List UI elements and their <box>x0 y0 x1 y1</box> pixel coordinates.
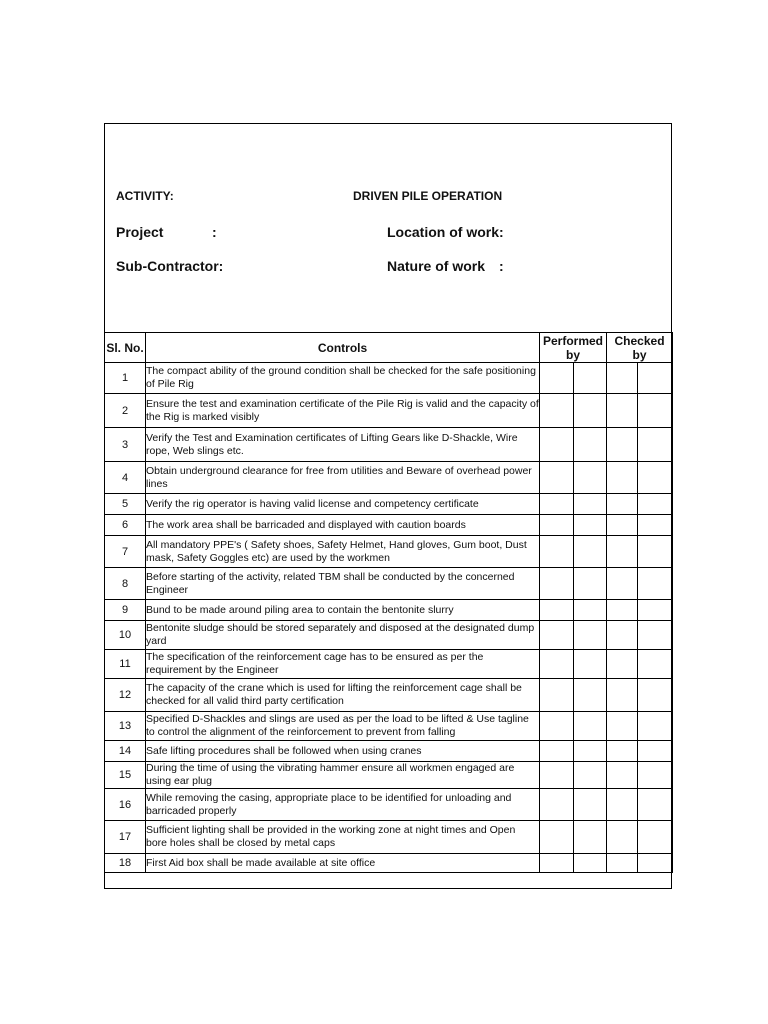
table-row <box>105 621 673 650</box>
table-row <box>105 712 673 741</box>
checked-by-cell-2[interactable] <box>638 679 673 712</box>
checked-by-cell-1[interactable] <box>607 600 638 621</box>
checked-by-cell-2[interactable] <box>638 536 673 568</box>
checked-by-cell-1[interactable] <box>607 363 638 394</box>
checked-by-cell-1[interactable] <box>607 741 638 762</box>
performed-by-cell-2[interactable] <box>574 679 607 712</box>
control-text: The specification of the reinforcement cage has to be ensured as per the requirement by the Engineer <box>146 650 540 679</box>
project-label: Project <box>116 224 164 240</box>
checked-by-cell-1[interactable] <box>607 712 638 741</box>
controls-table-body <box>105 363 673 873</box>
performed-by-cell-1[interactable] <box>540 650 574 679</box>
control-text: Verify the rig operator is having valid license and competency certificate <box>146 494 540 515</box>
row-number: 11 <box>105 650 146 679</box>
row-number: 6 <box>105 515 146 536</box>
performed-by-cell-2[interactable] <box>574 621 607 650</box>
checked-by-cell-1[interactable] <box>607 428 638 462</box>
performed-by-cell-1[interactable] <box>540 821 574 854</box>
performed-by-cell-2[interactable] <box>574 854 607 873</box>
checked-by-cell-2[interactable] <box>638 494 673 515</box>
performed-by-cell-1[interactable] <box>540 741 574 762</box>
table-row <box>105 462 673 494</box>
control-text: Verify the Test and Examination certificates of Lifting Gears like D-Shackle, Wire rope, Web slings etc. <box>146 428 540 462</box>
table-row <box>105 650 673 679</box>
performed-by-cell-2[interactable] <box>574 394 607 428</box>
checked-by-cell-1[interactable] <box>607 789 638 821</box>
table-row <box>105 428 673 462</box>
performed-by-cell-1[interactable] <box>540 789 574 821</box>
control-text: Ensure the test and examination certificate of the Pile Rig is valid and the capacity of the Rig is marked visibly <box>146 394 540 428</box>
checked-by-cell-1[interactable] <box>607 821 638 854</box>
performed-by-cell-2[interactable] <box>574 600 607 621</box>
activity-label: ACTIVITY: <box>116 189 174 203</box>
nature-of-work-label: Nature of work <box>387 258 486 274</box>
checked-by-cell-1[interactable] <box>607 650 638 679</box>
table-row <box>105 679 673 712</box>
checked-by-cell-1[interactable] <box>607 394 638 428</box>
checked-by-cell-2[interactable] <box>638 600 673 621</box>
table-row <box>105 515 673 536</box>
performed-by-cell-1[interactable] <box>540 428 574 462</box>
checked-by-cell-2[interactable] <box>638 394 673 428</box>
row-number: 14 <box>105 741 146 762</box>
control-text: The capacity of the crane which is used for lifting the reinforcement cage shall be checked for all valid third party certification <box>146 679 540 712</box>
control-text: While removing the casing, appropriate place to be identified for unloading and barricaded properly <box>146 789 540 821</box>
project-colon: : <box>212 224 217 240</box>
control-text: During the time of using the vibrating hammer ensure all workmen engaged are using ear plug <box>146 762 540 789</box>
performed-by-cell-2[interactable] <box>574 363 607 394</box>
checked-by-header: Checked by <box>607 333 673 363</box>
checked-by-cell-2[interactable] <box>638 712 673 741</box>
performed-by-cell-2[interactable] <box>574 650 607 679</box>
control-text: First Aid box shall be made available at site office <box>146 854 540 873</box>
checked-by-cell-1[interactable] <box>607 621 638 650</box>
control-text: Obtain underground clearance for free from utilities and Beware of overhead power lines <box>146 462 540 494</box>
row-number: 5 <box>105 494 146 515</box>
control-text: Specified D-Shackles and slings are used as per the load to be lifted & Use tagline to control the alignment of the reinforcement to prevent from falling <box>146 712 540 741</box>
table-row <box>105 854 673 873</box>
nature-of-work-colon: : <box>499 258 504 274</box>
checked-by-cell-2[interactable] <box>638 650 673 679</box>
performed-by-cell-1[interactable] <box>540 568 574 600</box>
performed-by-cell-1[interactable] <box>540 679 574 712</box>
table-row <box>105 568 673 600</box>
row-number: 8 <box>105 568 146 600</box>
checked-by-cell-1[interactable] <box>607 536 638 568</box>
row-number: 2 <box>105 394 146 428</box>
control-text: Bund to be made around piling area to contain the bentonite slurry <box>146 600 540 621</box>
performed-by-cell-2[interactable] <box>574 462 607 494</box>
performed-by-cell-1[interactable] <box>540 363 574 394</box>
performed-by-cell-2[interactable] <box>574 515 607 536</box>
performed-by-cell-2[interactable] <box>574 789 607 821</box>
performed-by-cell-2[interactable] <box>574 568 607 600</box>
control-text: Bentonite sludge should be stored separately and disposed at the designated dump yard <box>146 621 540 650</box>
control-text: All mandatory PPE's ( Safety shoes, Safety Helmet, Hand gloves, Gum boot, Dust mask, Safety Goggles etc) are used by the workmen <box>146 536 540 568</box>
row-number: 10 <box>105 621 146 650</box>
row-number: 1 <box>105 363 146 394</box>
performed-by-cell-2[interactable] <box>574 712 607 741</box>
performed-by-cell-1[interactable] <box>540 494 574 515</box>
checked-by-cell-1[interactable] <box>607 679 638 712</box>
table-row <box>105 762 673 789</box>
performed-by-header: Performed by <box>540 333 607 363</box>
performed-by-cell-1[interactable] <box>540 536 574 568</box>
checked-by-cell-2[interactable] <box>638 363 673 394</box>
row-number: 15 <box>105 762 146 789</box>
control-text: The compact ability of the ground condition shall be checked for the safe positioning of Pile Rig <box>146 363 540 394</box>
performed-by-cell-1[interactable] <box>540 515 574 536</box>
sl-no-header: Sl. No. <box>105 333 146 363</box>
performed-by-cell-1[interactable] <box>540 712 574 741</box>
checked-by-cell-1[interactable] <box>607 854 638 873</box>
checked-by-cell-2[interactable] <box>638 762 673 789</box>
checked-by-cell-2[interactable] <box>638 515 673 536</box>
table-row <box>105 821 673 854</box>
row-number: 9 <box>105 600 146 621</box>
performed-by-cell-2[interactable] <box>574 741 607 762</box>
row-number: 13 <box>105 712 146 741</box>
performed-by-cell-1[interactable] <box>540 762 574 789</box>
table-row <box>105 741 673 762</box>
controls-table <box>104 332 673 873</box>
sub-contractor-label: Sub-Contractor: <box>116 258 224 274</box>
checked-by-cell-1[interactable] <box>607 568 638 600</box>
row-number: 16 <box>105 789 146 821</box>
performed-by-cell-1[interactable] <box>540 394 574 428</box>
row-number: 4 <box>105 462 146 494</box>
checked-by-cell-2[interactable] <box>638 821 673 854</box>
location-of-work-label: Location of work: <box>387 224 504 240</box>
performed-by-cell-2[interactable] <box>574 821 607 854</box>
performed-by-cell-2[interactable] <box>574 494 607 515</box>
performed-by-cell-2[interactable] <box>574 762 607 789</box>
checked-by-cell-2[interactable] <box>638 621 673 650</box>
control-text: The work area shall be barricaded and displayed with caution boards <box>146 515 540 536</box>
control-text: Sufficient lighting shall be provided in the working zone at night times and Open bore holes shall be closed by metal caps <box>146 821 540 854</box>
checked-by-cell-1[interactable] <box>607 462 638 494</box>
control-text: Before starting of the activity, related TBM shall be conducted by the concerned Engineer <box>146 568 540 600</box>
control-text: Safe lifting procedures shall be followed when using cranes <box>146 741 540 762</box>
table-header-row <box>105 333 673 363</box>
checked-by-cell-1[interactable] <box>607 494 638 515</box>
table-row <box>105 536 673 568</box>
table-row <box>105 494 673 515</box>
performed-by-cell-2[interactable] <box>574 536 607 568</box>
checked-by-cell-1[interactable] <box>607 515 638 536</box>
table-row <box>105 363 673 394</box>
table-row <box>105 600 673 621</box>
checked-by-cell-2[interactable] <box>638 741 673 762</box>
row-number: 3 <box>105 428 146 462</box>
activity-value: DRIVEN PILE OPERATION <box>353 189 503 203</box>
row-number: 12 <box>105 679 146 712</box>
row-number: 18 <box>105 854 146 873</box>
row-number: 17 <box>105 821 146 854</box>
checked-by-cell-2[interactable] <box>638 462 673 494</box>
checked-by-cell-2[interactable] <box>638 428 673 462</box>
table-row <box>105 394 673 428</box>
checked-by-cell-2[interactable] <box>638 854 673 873</box>
table-row <box>105 789 673 821</box>
checked-by-cell-1[interactable] <box>607 762 638 789</box>
performed-by-cell-2[interactable] <box>574 428 607 462</box>
row-number: 7 <box>105 536 146 568</box>
checked-by-cell-2[interactable] <box>638 789 673 821</box>
performed-by-cell-1[interactable] <box>540 462 574 494</box>
checked-by-cell-2[interactable] <box>638 568 673 600</box>
performed-by-cell-1[interactable] <box>540 854 574 873</box>
performed-by-cell-1[interactable] <box>540 621 574 650</box>
controls-header: Controls <box>146 333 540 363</box>
performed-by-cell-1[interactable] <box>540 600 574 621</box>
